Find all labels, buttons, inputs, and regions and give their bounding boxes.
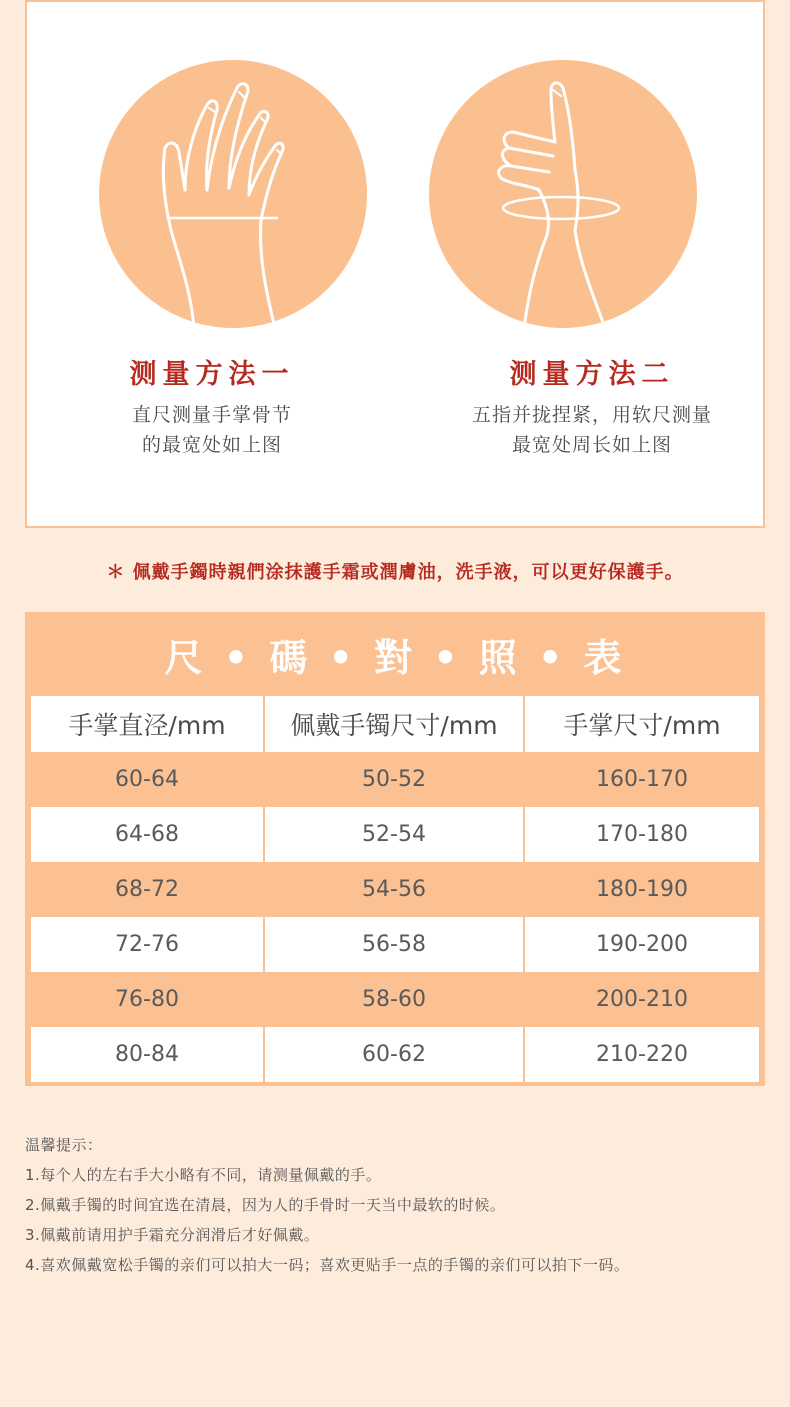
table-cell: 50-52	[265, 752, 525, 807]
size-chart-grid	[31, 696, 759, 1082]
size-chart	[25, 612, 765, 1086]
table-cell: 72-76	[31, 917, 265, 972]
size-chart-title: 尺 • 碼 • 對 • 照 • 表	[164, 634, 626, 680]
table-row	[31, 862, 759, 917]
measurement-methods-panel	[25, 0, 765, 528]
table-cell: 64-68	[31, 807, 265, 862]
table-cell: 54-56	[265, 862, 525, 917]
hand-pinch-icon	[429, 60, 697, 328]
method-one-title: 测量方法一	[129, 359, 295, 390]
table-cell: 190-200	[525, 917, 759, 972]
table-row	[31, 917, 759, 972]
method-two-title: 测量方法二	[509, 359, 675, 390]
table-cell: 200-210	[525, 972, 759, 1027]
table-row	[31, 752, 759, 807]
table-cell: 60-64	[31, 752, 265, 807]
table-cell: 170-180	[525, 807, 759, 862]
warm-tips	[25, 1130, 785, 1280]
table-cell: 76-80	[31, 972, 265, 1027]
table-cell: 56-58	[265, 917, 525, 972]
method-two-line-1: 五指并拢捏紧，用软尺测量	[471, 404, 712, 426]
method-two-line-2: 最宽处周长如上图	[511, 434, 672, 456]
warm-tips-heading: 温馨提示：	[25, 1136, 103, 1154]
table-cell: 68-72	[31, 862, 265, 917]
header-palm-diameter: 手掌直泾/mm	[31, 696, 265, 752]
header-bracelet-size: 佩戴手镯尺寸/mm	[265, 696, 525, 752]
table-row	[31, 1027, 759, 1082]
table-cell: 58-60	[265, 972, 525, 1027]
table-cell: 210-220	[525, 1027, 759, 1082]
method-one-line-2: 的最宽处如上图	[141, 434, 282, 456]
table-row	[31, 807, 759, 862]
table-row	[31, 972, 759, 1027]
table-cell: 180-190	[525, 862, 759, 917]
warm-tip-item: 2.佩戴手镯的时间宜选在清晨，因为人的手骨时一天当中最软的时候。	[25, 1196, 506, 1214]
warm-tip-item: 4.喜欢佩戴宽松手镯的亲们可以拍大一码；喜欢更贴手一点的手镯的亲们可以拍下一码。	[25, 1256, 630, 1274]
method-one-description	[27, 400, 397, 460]
warm-tip-item: 3.佩戴前请用护手霜充分润滑后才好佩戴。	[25, 1226, 320, 1244]
care-tip: ＊ 佩戴手鐲時親們涂抹護手霜或潤膚油，洗手液，可以更好保護手。	[106, 562, 684, 583]
warm-tip-item: 1.每个人的左右手大小略有不同，请测量佩戴的手。	[25, 1166, 382, 1184]
hand-flat-icon	[99, 60, 367, 328]
table-cell: 60-62	[265, 1027, 525, 1082]
table-header-row	[31, 696, 759, 752]
header-palm-size: 手掌尺寸/mm	[525, 696, 759, 752]
method-two-description	[407, 400, 777, 460]
table-cell: 160-170	[525, 752, 759, 807]
table-cell: 52-54	[265, 807, 525, 862]
method-one-line-1: 直尺测量手掌骨节	[131, 404, 292, 426]
table-cell: 80-84	[31, 1027, 265, 1082]
